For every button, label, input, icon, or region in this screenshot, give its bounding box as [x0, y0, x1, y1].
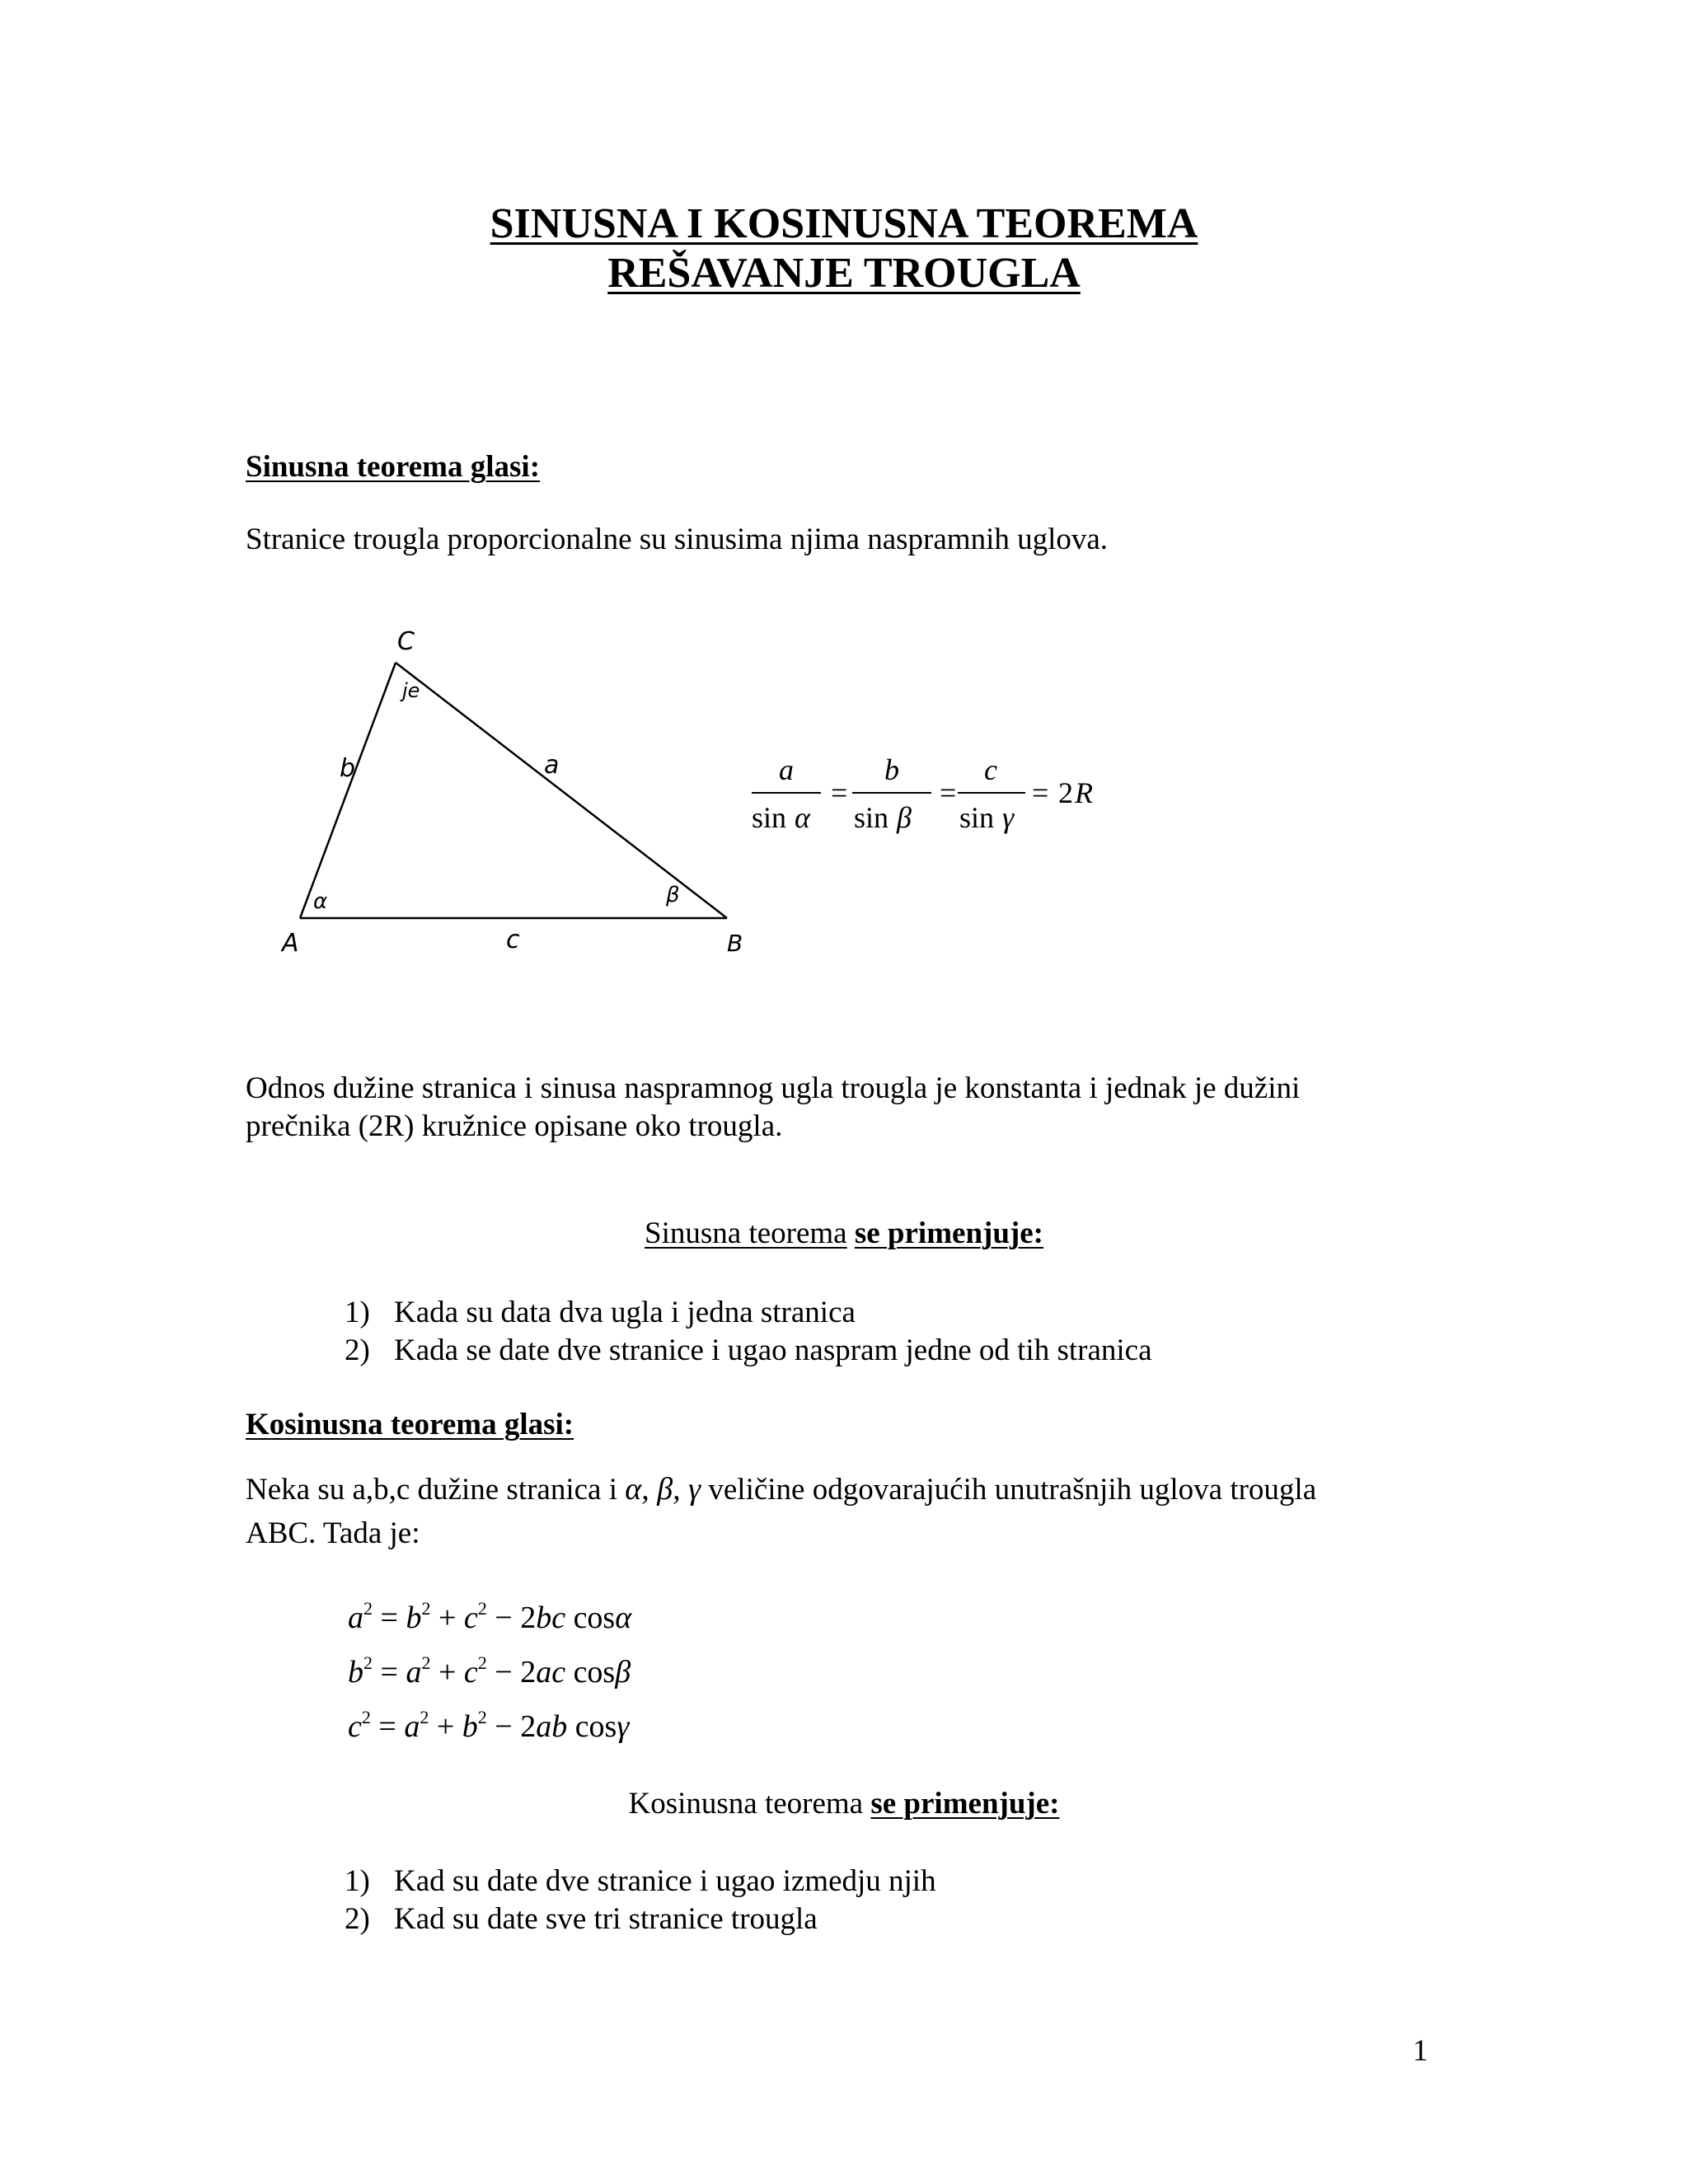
formula-den-a-fn: sin — [752, 801, 787, 834]
sine-theorem-heading: Sinusna teorema glasi: — [246, 450, 541, 484]
cosine-applies-suffix: se primenjuje: — [870, 1787, 1060, 1821]
sine-theorem-formula — [742, 742, 1121, 849]
page-number: 1 — [1413, 2034, 1428, 2068]
formula-num-a: a — [779, 753, 794, 786]
cosine-intro-post: veličine odgovarajućih unutrašnjih uglova trougla — [708, 1473, 1317, 1507]
sine-applies-suffix: se primenjuje: — [854, 1216, 1043, 1250]
cosine-use-2-text: Kad su date sve tri stranice trougla — [394, 1902, 818, 1936]
formula-result: 2 — [1058, 776, 1073, 809]
cosine-use-2-num: 2) — [345, 1902, 370, 1936]
formula-den-b-var: β — [897, 801, 912, 834]
vertex-c-label: C — [397, 627, 415, 656]
cosine-formula-3: $c^2 = a^2 + b^2 - 2ab$ cosγ — [348, 1707, 630, 1744]
sine-use-1 — [345, 1297, 856, 1328]
cosine-formula-1: $a^2 = b^2 + c^2 - 2bc$ cosα — [348, 1598, 632, 1635]
formula-equals-2: = — [940, 776, 957, 809]
cosine-applies-line — [0, 1788, 1688, 1819]
formula-result-var: R — [1075, 776, 1093, 809]
cosine-applies-prefix: Kosinusna teorema — [628, 1787, 864, 1821]
sine-use-2-text: Kada se date dve stranice i ugao naspram jedne od tih stranica — [394, 1333, 1152, 1367]
cosine-use-1-text: Kad su date dve stranice i ugao izmedju njih — [394, 1864, 936, 1898]
formula-den-b-fn: sin — [854, 801, 889, 834]
cosine-intro-line2: ABC. Tada je: — [246, 1516, 420, 1550]
cosine-use-1 — [345, 1866, 936, 1896]
cosine-intro-pre: Neka su a,b,c dužine stranica i — [246, 1473, 618, 1507]
sine-use-1-num: 1) — [345, 1296, 370, 1329]
page-title-line1: SINUSNA I KOSINUSNA TEOREMA — [490, 200, 1198, 247]
cosine-use-2 — [345, 1904, 818, 1934]
formula-num-c: c — [984, 753, 997, 786]
sine-explanation-line2: prečnika (2R) kružnice opisane oko trougla. — [246, 1109, 783, 1143]
angle-gamma-label: je — [402, 679, 420, 702]
cosine-intro-line1 — [246, 1470, 1316, 1509]
page-title-line2: REŠAVANJE TROUGLA — [607, 250, 1081, 297]
sine-explanation-line1: Odnos dužine stranica i sinusa naspramnog ugla trougla je konstanta i jednak je dužini — [246, 1071, 1301, 1105]
sine-use-2-num: 2) — [345, 1333, 370, 1367]
formula-den-a-var: α — [795, 801, 810, 834]
angle-beta-label: β — [666, 883, 680, 907]
side-b-label: b — [340, 754, 356, 783]
side-a-label: a — [544, 751, 560, 780]
vertex-a-label: A — [282, 929, 299, 956]
formula-den-c-fn: sin — [959, 801, 995, 834]
formula-equals-1: = — [831, 776, 848, 809]
cosine-formula-2: $b^2 = a^2 + c^2 - 2ac$ cosβ — [348, 1652, 631, 1690]
sine-use-2 — [345, 1335, 1152, 1366]
sine-applies-line — [0, 1218, 1688, 1249]
angle-alpha-label: α — [313, 889, 328, 914]
side-c-label: c — [506, 926, 520, 954]
vertex-b-label: B — [727, 930, 743, 956]
side-a-line — [396, 663, 727, 918]
formula-num-b: b — [884, 753, 899, 786]
triangle-diagram — [272, 626, 783, 956]
cosine-use-1-num: 1) — [345, 1864, 370, 1898]
cosine-intro-greek: α, β, γ — [625, 1472, 701, 1507]
cosine-theorem-heading: Kosinusna teorema glasi: — [246, 1408, 574, 1441]
sine-theorem-statement: Stranice trougla proporcionalne su sinusima njima naspramnih uglova. — [246, 523, 1109, 556]
sine-applies-prefix: Sinusna teorema — [645, 1216, 847, 1250]
formula-den-c-var: γ — [1002, 801, 1015, 834]
formula-equals-3: = — [1032, 776, 1049, 809]
sine-use-1-text: Kada su data dva ugla i jedna stranica — [394, 1296, 856, 1329]
side-b-line — [300, 663, 396, 918]
